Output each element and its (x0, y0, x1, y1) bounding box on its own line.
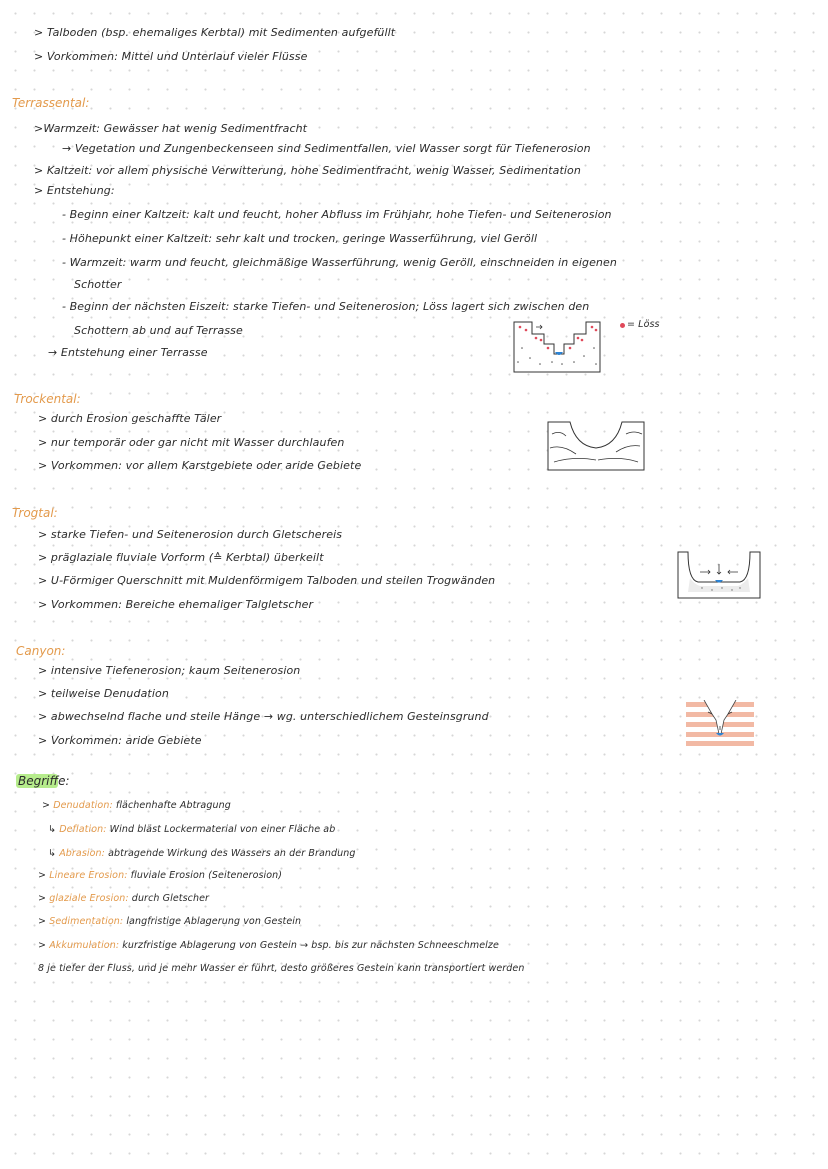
trogtal-line-4: > Vorkommen: Bereiche ehemaliger Talgletscher (38, 598, 314, 611)
begriff-denudation: > Denudation: flächenhafte Abtragung (42, 800, 231, 811)
terrassental-heading: Terrassental: (12, 96, 90, 110)
intro-line-2: > Vorkommen: Mittel und Unterlauf vieler Flüsse (34, 50, 308, 63)
loess-legend-label: = Löss (627, 319, 660, 330)
u-valley-diagram (676, 550, 762, 600)
begriff-lineare-erosion: > Lineare Erosion: fluviale Erosion (Seitenerosion) (38, 870, 283, 881)
intro-line-1: > Talboden (bsp. ehemaliges Kerbtal) mit Sedimenten aufgefüllt (34, 26, 396, 39)
canyon-heading: Canyon: (16, 644, 66, 658)
terrassental-line-11: → Entstehung einer Terrasse (48, 346, 208, 359)
terrassental-line-3: > Kaltzeit: vor allem physische Verwitterung, hohe Sedimentfracht, wenig Wasser, Sedimentation (34, 164, 581, 177)
begriff-deflation: ↳ Deflation: Wind bläst Lockermaterial von einer Fläche ab (48, 824, 336, 835)
begriffe-heading: Begriffe: (18, 774, 70, 788)
trockental-line-3: > Vorkommen: vor allem Karstgebiete oder aride Gebiete (38, 459, 362, 472)
canyon-line-1: > intensive Tiefenerosion; kaum Seitenerosion (38, 664, 301, 677)
terrassental-line-4: > Entstehung: (34, 184, 115, 197)
terrace-diagram (512, 318, 602, 374)
terrassental-line-1: >Warmzeit: Gewässer hat wenig Sedimentfracht (34, 122, 308, 135)
canyon-line-4: > Vorkommen: aride Gebiete (38, 734, 202, 747)
trockental-line-1: > durch Erosion geschaffte Täler (38, 412, 222, 425)
begriffe-note: 8 je tiefer der Fluss, und je mehr Wasser er führt, desto größeres Gestein kann transportiert werden (38, 963, 525, 974)
trogtal-line-1: > starke Tiefen- und Seitenerosion durch Gletschereis (38, 528, 343, 541)
terrassental-line-10: Schottern ab und auf Terrasse (74, 324, 243, 337)
terrassental-line-5: - Beginn einer Kaltzeit: kalt und feucht, hoher Abfluss im Frühjahr, hohe Tiefen- und Seitenerosion (62, 208, 612, 221)
canyon-line-3: > abwechselnd flache und steile Hänge → wg. unterschiedlichem Gesteinsgrund (38, 710, 489, 723)
terrassental-line-7: - Warmzeit: warm und feucht, gleichmäßige Wasserführung, wenig Geröll, einschneiden in eigenen (62, 256, 617, 269)
trogtal-line-3: > U-Förmiger Querschnitt mit Muldenförmigem Talboden und steilen Trogwänden (38, 574, 496, 587)
trogtal-heading: Trogtal: (12, 506, 58, 520)
terrassental-line-2: → Vegetation und Zungenbeckenseen sind Sedimentfallen, viel Wasser sorgt für Tiefenerosion (62, 142, 591, 155)
terrassental-line-8: Schotter (74, 278, 122, 291)
terrassental-line-9: - Beginn der nächsten Eiszeit: starke Tiefen- und Seitenerosion; Löss lagert sich zwischen den (62, 300, 590, 313)
canyon-diagram (686, 700, 754, 746)
canyon-line-2: > teilweise Denudation (38, 687, 169, 700)
begriff-akkumulation: > Akkumulation: kurzfristige Ablagerung von Gestein → bsp. bis zur nächsten Schneeschmelze (38, 940, 499, 951)
begriff-abrasion: ↳ Abrasion: abtragende Wirkung des Wassers an der Brandung (48, 848, 356, 859)
trockental-line-2: > nur temporär oder gar nicht mit Wasser durchlaufen (38, 436, 345, 449)
begriff-glaziale-erosion: > glaziale Erosion: durch Gletscher (38, 893, 210, 904)
terrassental-line-6: - Höhepunkt einer Kaltzeit: sehr kalt und trocken, geringe Wasserführung, viel Geröll (62, 232, 538, 245)
trogtal-line-2: > präglaziale fluviale Vorform (≙ Kerbtal) überkeilt (38, 551, 324, 564)
begriff-sedimentation: > Sedimentation: langfristige Ablagerung von Gestein (38, 916, 302, 927)
trockental-heading: Trockental: (14, 392, 81, 406)
loess-legend-dot (620, 323, 625, 328)
dry-valley-diagram (546, 420, 646, 472)
